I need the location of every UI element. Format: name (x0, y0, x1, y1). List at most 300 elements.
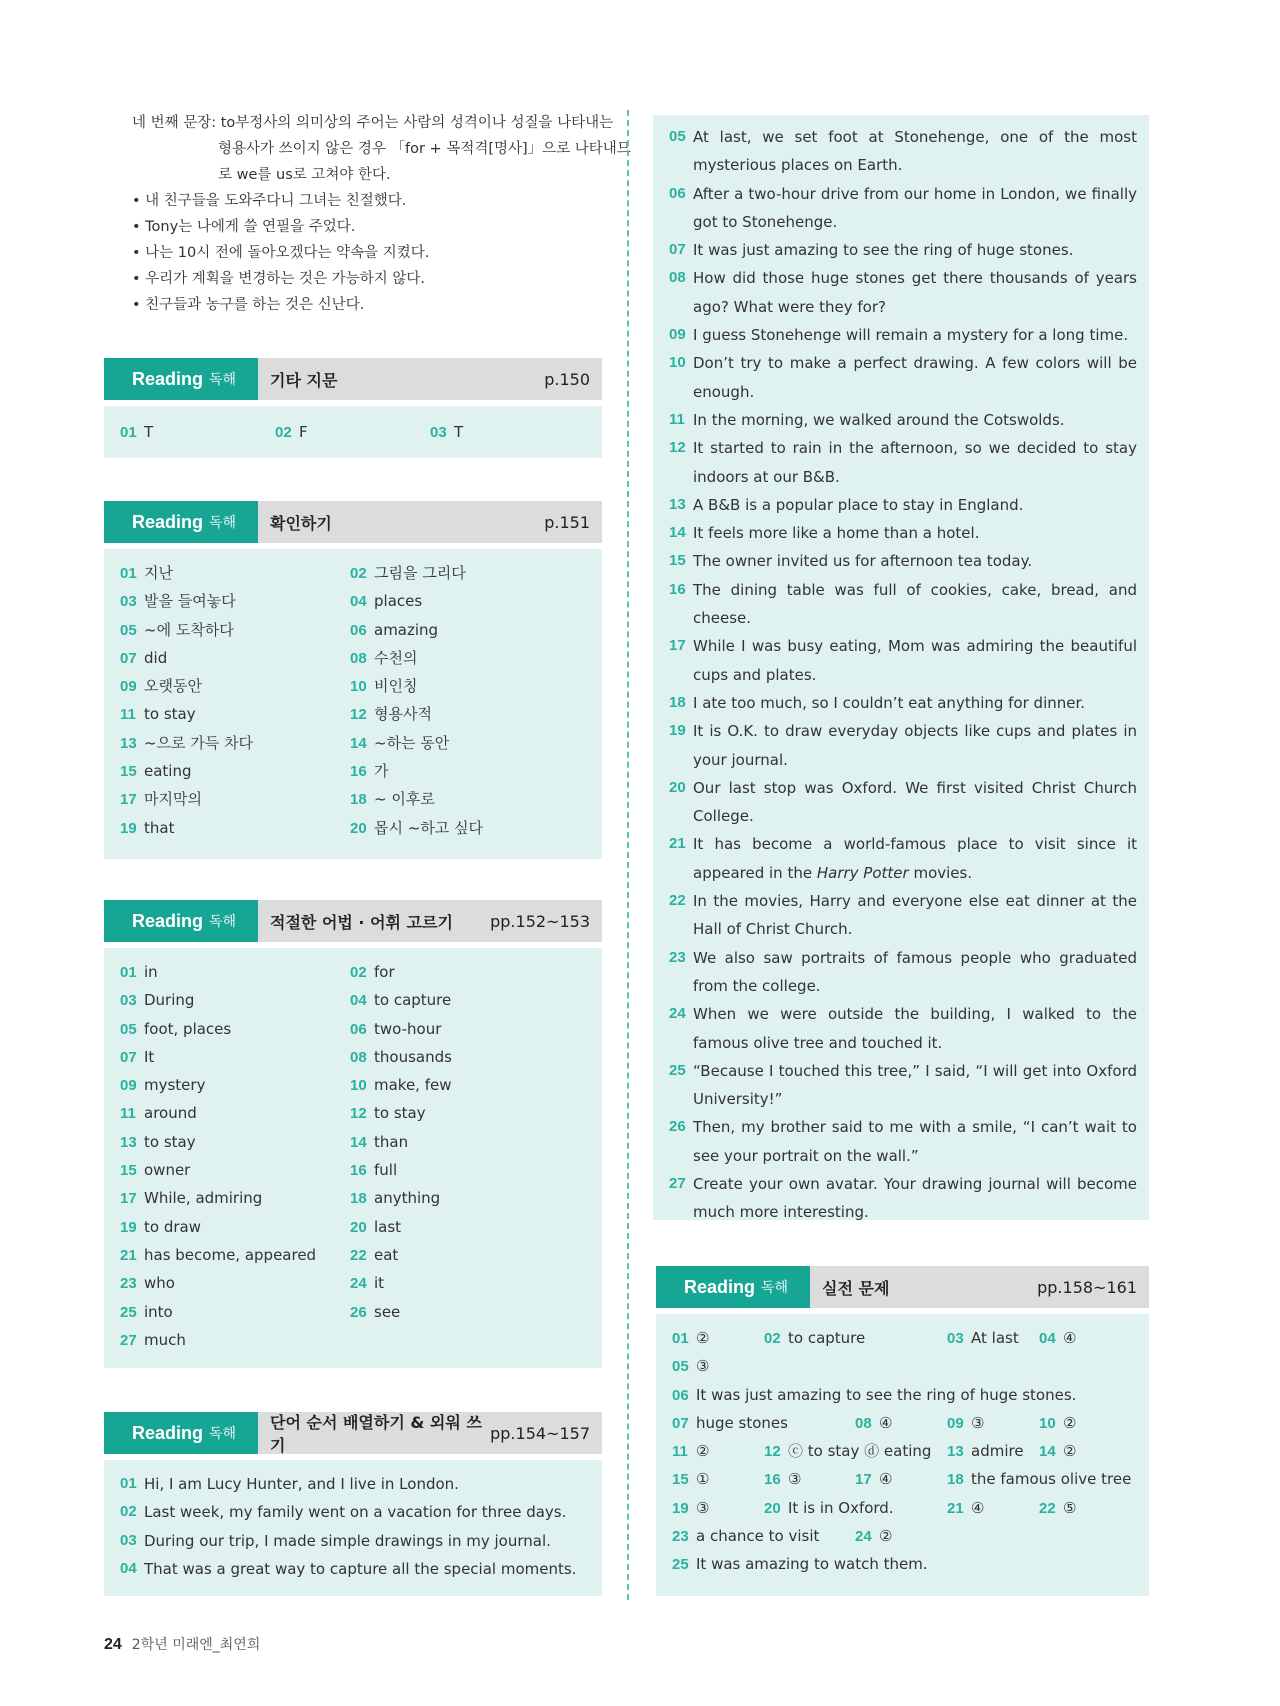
item-text: 가 (374, 762, 389, 781)
item-text: mystery (144, 1076, 206, 1095)
item-text: around (144, 1104, 197, 1123)
answer-item (350, 757, 580, 785)
item-number: 01 (672, 1330, 689, 1347)
item-number: 25 (120, 1303, 137, 1321)
answer-row (672, 1324, 1149, 1352)
item-text: While, admiring (144, 1189, 263, 1208)
item-text: F (299, 423, 308, 441)
answer-item (120, 1099, 350, 1127)
item-number: 19 (120, 819, 137, 837)
item-text: admire (971, 1442, 1024, 1461)
item-number: 16 (350, 763, 367, 781)
item-number: 07 (120, 1048, 137, 1066)
item-text: who (144, 1274, 175, 1293)
section-title: 확인하기 (270, 513, 332, 533)
answer-item (855, 1522, 892, 1551)
item-text (693, 519, 1137, 547)
item-number: 06 (669, 184, 686, 202)
sentence-item (669, 519, 1137, 547)
sentence-item (120, 1527, 588, 1555)
item-text-part: Our last stop was Oxford. We first visited Christ Church College. (693, 778, 1137, 826)
item-text: ④ (879, 1413, 893, 1432)
answer-item (120, 1269, 350, 1297)
item-number: 10 (1039, 1414, 1056, 1432)
answer-item (350, 700, 580, 728)
item-number: 17 (120, 1190, 137, 1208)
sentence-item (669, 944, 1137, 1001)
item-number: 15 (120, 1162, 137, 1180)
answer-item (120, 1326, 350, 1354)
item-text (693, 434, 1137, 491)
page-ref: pp.158~161 (1037, 1277, 1137, 1297)
item-text: ~으로 가득 차다 (144, 733, 254, 752)
answer-row (672, 1437, 1149, 1465)
item-text: ④ (971, 1498, 985, 1517)
answer-row (672, 1352, 1149, 1380)
answer-item (1039, 1324, 1076, 1353)
answer-item (120, 986, 350, 1014)
item-number: 25 (669, 1061, 686, 1079)
reading-tag (104, 501, 258, 543)
item-number: 25 (672, 1556, 689, 1574)
reading-tag (104, 1412, 258, 1454)
item-text: ③ (971, 1413, 985, 1432)
answer-item (350, 1128, 580, 1156)
item-text: ② (696, 1442, 710, 1461)
intro-bullet: • Tony는 나에게 쓸 연필을 주었다. (132, 219, 356, 235)
item-text: During (144, 991, 195, 1010)
item-number: 13 (120, 1133, 137, 1151)
item-text (693, 264, 1137, 321)
answer-item (350, 587, 580, 615)
answer-item (672, 1437, 709, 1466)
item-text (693, 180, 1137, 237)
item-number: 01 (120, 424, 137, 441)
reading-tag (104, 358, 258, 400)
section-title: 기타 지문 (270, 370, 338, 390)
item-text: thousands (374, 1047, 452, 1066)
item-text: 오랫동안 (144, 677, 202, 696)
item-text: At last (971, 1329, 1019, 1347)
item-number: 02 (350, 565, 367, 582)
item-number: 26 (350, 1303, 367, 1321)
section-title: 단어 순서 배열하기 & 외워 쓰기 (270, 1413, 482, 1455)
sentence-item (120, 1470, 588, 1498)
intro-bullet: • 친구들과 농구를 하는 것은 신난다. (132, 297, 365, 313)
item-text-part: It has become a world-famous place to visit since it appeared in the (693, 835, 1137, 882)
item-number: 13 (120, 734, 137, 752)
answer-item (350, 1156, 580, 1184)
item-number: 05 (120, 1020, 137, 1038)
answer-item (120, 814, 350, 842)
item-text: 형용사적 (374, 705, 432, 724)
intro-text (132, 110, 631, 318)
answer-item (350, 1269, 580, 1297)
item-text: full (374, 1161, 398, 1180)
item-text-part: How did those huge stones get there thousands of years ago? What were they for? (693, 269, 1137, 316)
item-number: 11 (669, 410, 685, 428)
answer-item (764, 1465, 801, 1494)
item-text-part: It is O.K. to draw everyday objects like cups and plates in your journal. (693, 722, 1137, 769)
item-text-part: A B&B is a popular place to stay in England. (693, 495, 1024, 514)
answer-item (120, 729, 350, 757)
item-number: 07 (672, 1414, 689, 1432)
reading-label: Reading (132, 910, 204, 931)
item-number: 18 (947, 1471, 964, 1489)
item-text-part: In the movies, Harry and everyone else eat dinner at the Hall of Christ Church. (693, 892, 1137, 939)
item-number: 17 (669, 637, 686, 655)
item-text (693, 576, 1137, 633)
item-text-part: While I was busy eating, Mom was admiring the beautiful cups and plates. (693, 637, 1137, 684)
section-header (104, 900, 602, 942)
sentence-item (669, 774, 1137, 831)
answer-item (672, 1381, 1076, 1410)
item-text (693, 547, 1137, 575)
item-number: 08 (350, 649, 367, 667)
item-text: the famous olive tree (971, 1470, 1132, 1489)
answer-item (350, 729, 580, 757)
sentence-item (669, 717, 1137, 774)
item-number: 02 (350, 964, 367, 981)
item-text-part: I guess Stonehenge will remain a mystery for a long time. (693, 326, 1129, 345)
answer-item (855, 1465, 892, 1494)
answer-item (1039, 1409, 1076, 1438)
answer-item (350, 958, 580, 986)
item-number: 12 (350, 706, 367, 724)
section-title-bar (258, 501, 602, 543)
item-number: 04 (120, 1559, 137, 1577)
item-number: 12 (669, 439, 686, 457)
answer-row (672, 1494, 1149, 1522)
item-text: It is in Oxford. (788, 1498, 894, 1517)
section-title-bar (258, 358, 602, 400)
answer-item (672, 1522, 819, 1551)
item-text: into (144, 1302, 173, 1321)
item-number: 03 (120, 992, 137, 1010)
item-number: 18 (350, 1190, 367, 1208)
sentence-item (669, 1000, 1137, 1057)
answer-row (672, 1522, 1149, 1550)
item-text (693, 1170, 1137, 1227)
answer-item (120, 1071, 350, 1099)
item-number: 04 (350, 992, 367, 1010)
item-text: ④ (879, 1470, 893, 1489)
sentence-item (120, 1498, 588, 1526)
reading-ko-label: 독해 (209, 514, 237, 530)
answer-item (120, 644, 350, 672)
reading-ko-label: 독해 (209, 1425, 237, 1441)
item-text (693, 774, 1137, 831)
sentence-list (104, 1460, 602, 1596)
answer-item (672, 1324, 709, 1353)
item-number: 06 (350, 1020, 367, 1038)
item-text: huge stones (696, 1413, 788, 1432)
item-text: to stay (144, 1132, 196, 1151)
item-number: 11 (120, 1105, 136, 1123)
answer-item (672, 1465, 709, 1494)
item-text: anything (374, 1189, 441, 1208)
item-text-part: I ate too much, so I couldn’t eat anything for dinner. (693, 693, 1086, 712)
item-number: 20 (350, 1218, 367, 1236)
item-text (693, 1057, 1137, 1114)
answer-item (430, 418, 585, 447)
answer-row (672, 1550, 1149, 1578)
sentence-item (669, 236, 1137, 264)
column-divider (627, 110, 629, 1600)
item-number: 09 (120, 678, 137, 696)
item-number: 21 (669, 835, 686, 853)
item-text: ⑤ (1063, 1498, 1077, 1517)
item-text: It (144, 1047, 155, 1066)
answer-item (120, 418, 275, 447)
item-text: ② (696, 1329, 710, 1347)
movie-title: Harry Potter (816, 863, 909, 882)
item-text: It was amazing to watch them. (696, 1555, 928, 1574)
item-text: than (374, 1132, 409, 1151)
item-number: 01 (120, 964, 137, 981)
answer-item (120, 1128, 350, 1156)
item-number: 14 (1039, 1443, 1056, 1461)
sentence-item (669, 1170, 1137, 1227)
sentence-item (669, 434, 1137, 491)
page-ref: p.151 (544, 512, 590, 532)
item-number: 08 (669, 269, 686, 287)
section-header (656, 1266, 1149, 1308)
item-number: 05 (120, 621, 137, 639)
item-text: a chance to visit (696, 1527, 820, 1546)
answer-item (120, 559, 350, 587)
item-text (693, 1000, 1137, 1057)
item-text-part: In the morning, we walked around the Cotswolds. (693, 410, 1065, 429)
item-number: 22 (350, 1246, 367, 1264)
answer-item (350, 616, 580, 644)
item-number: 15 (672, 1471, 689, 1489)
answer-item (120, 616, 350, 644)
item-text: That was a great way to capture all the special moments. (144, 1559, 577, 1578)
reading-label: Reading (684, 1276, 756, 1297)
intro-line: 형용사가 쓰이지 않은 경우 「for + 목적격[명사]」으로 나타내므 (218, 141, 631, 157)
sentence-item (669, 491, 1137, 519)
answer-grid (120, 958, 602, 1354)
answer-item (275, 418, 430, 447)
answer-box (104, 406, 602, 458)
item-number: 27 (669, 1174, 686, 1192)
answer-item (120, 1298, 350, 1326)
section-title: 실전 문제 (822, 1278, 890, 1298)
page-ref: p.150 (544, 369, 590, 389)
item-text: Hi, I am Lucy Hunter, and I live in London. (144, 1475, 459, 1493)
item-number: 14 (350, 1133, 367, 1151)
item-number: 10 (669, 354, 686, 372)
item-text: T (454, 423, 464, 441)
answer-item (350, 672, 580, 700)
sentence-item (669, 264, 1137, 321)
item-text: ~하는 동안 (374, 733, 450, 752)
reading-ko-label: 독해 (761, 1279, 789, 1295)
page-ref: pp.154~157 (490, 1423, 590, 1443)
sentence-item (669, 830, 1137, 887)
answer-item (120, 1015, 350, 1043)
item-number: 19 (669, 722, 686, 740)
item-number: 09 (669, 326, 686, 344)
item-number: 24 (669, 1005, 686, 1023)
item-number: 17 (855, 1471, 872, 1489)
item-number: 27 (120, 1331, 137, 1349)
item-number: 19 (120, 1218, 137, 1236)
section-header (104, 501, 602, 543)
item-text: see (374, 1302, 401, 1321)
item-number: 13 (947, 1443, 964, 1461)
answer-item (350, 644, 580, 672)
answer-item (350, 1099, 580, 1127)
item-text (693, 406, 1137, 434)
item-text: 수천의 (374, 648, 418, 667)
item-number: 07 (120, 649, 137, 667)
reading-ko-label: 독해 (209, 913, 237, 929)
intro-bullet: • 나는 10시 전에 돌아오겠다는 약속을 지켰다. (132, 245, 430, 261)
page-ref: pp.152~153 (490, 911, 590, 931)
answer-item (350, 785, 580, 813)
answer-item (947, 1409, 984, 1438)
item-text: last (374, 1217, 402, 1236)
reading-label: Reading (132, 511, 204, 532)
answer-item (350, 814, 580, 842)
item-number: 05 (669, 128, 686, 145)
section-header (104, 358, 602, 400)
item-text-part: Create your own avatar. Your drawing journal will become much more interesting. (693, 1174, 1137, 1222)
item-text: to stay (374, 1104, 426, 1123)
item-number: 07 (669, 241, 686, 259)
item-text: T (144, 423, 154, 441)
answer-item (120, 700, 350, 728)
item-text-part: movies. (908, 863, 973, 882)
item-text (693, 632, 1137, 689)
item-text (693, 349, 1137, 406)
answer-item (350, 1071, 580, 1099)
item-number: 11 (672, 1443, 688, 1461)
item-number: 20 (350, 819, 367, 837)
item-text: to capture (788, 1329, 866, 1347)
item-number: 16 (350, 1162, 367, 1180)
answer-item (672, 1550, 928, 1579)
item-text-part: After a two-hour drive from our home in London, we finally got to Stonehenge. (693, 184, 1137, 231)
answer-box (656, 1314, 1149, 1596)
item-number: 02 (764, 1330, 781, 1347)
item-text: ⓒ to stay ⓓ eating (788, 1442, 932, 1461)
sentence-item (669, 1057, 1137, 1114)
item-text-part: “Because I touched this tree,” I said, “I will get into Oxford University!” (693, 1061, 1137, 1109)
item-number: 16 (764, 1471, 781, 1489)
item-text: ① (696, 1470, 710, 1489)
item-text (693, 123, 1137, 180)
item-text: ② (1063, 1442, 1077, 1461)
answer-grid (120, 559, 602, 842)
item-text (693, 717, 1137, 774)
answer-item (120, 958, 350, 986)
sentence-item (120, 1555, 588, 1583)
item-text: 몹시 ~하고 싶다 (374, 818, 484, 837)
item-text: for (374, 963, 395, 981)
answer-item (120, 587, 350, 615)
item-number: 03 (430, 424, 447, 441)
item-text: two-hour (374, 1019, 442, 1038)
item-text (693, 689, 1137, 717)
item-text-part: It feels more like a home than a hotel. (693, 524, 980, 543)
item-text: During our trip, I made simple drawings in my journal. (144, 1531, 551, 1550)
item-text: eating (144, 762, 192, 781)
item-text: It was just amazing to see the ring of huge stones. (696, 1385, 1077, 1404)
item-number: 21 (120, 1246, 137, 1264)
item-text: ② (1063, 1413, 1077, 1432)
item-number: 14 (669, 524, 686, 542)
answer-item (120, 1184, 350, 1212)
item-number: 11 (120, 706, 136, 724)
answer-item (764, 1437, 931, 1466)
item-number: 14 (350, 734, 367, 752)
sentence-item (669, 123, 1137, 180)
item-number: 23 (120, 1275, 137, 1293)
item-number: 20 (764, 1499, 781, 1517)
answer-item (120, 1241, 350, 1269)
item-text: 마지막의 (144, 790, 202, 809)
item-text: ③ (788, 1470, 802, 1489)
reading-label: Reading (132, 1422, 204, 1443)
item-text: owner (144, 1161, 191, 1180)
answer-item (855, 1409, 892, 1438)
item-number: 01 (120, 1475, 137, 1492)
answer-item (672, 1494, 709, 1523)
item-text: ④ (1063, 1329, 1077, 1347)
item-number: 15 (669, 552, 686, 570)
item-number: 03 (120, 593, 137, 611)
item-number: 13 (669, 495, 686, 513)
sentence-item (669, 547, 1137, 575)
item-text-part: We also saw portraits of famous people who graduated from the college. (693, 948, 1137, 995)
item-text: 발을 들여놓다 (144, 592, 236, 611)
section-title: 적절한 어법 · 어휘 고르기 (270, 912, 453, 932)
item-text (693, 236, 1137, 264)
section-title-bar (258, 1412, 602, 1454)
section-title-bar (810, 1266, 1149, 1308)
item-text: places (374, 592, 423, 611)
page-number: 24 (104, 1636, 122, 1653)
item-number: 22 (669, 892, 686, 910)
item-text: 지난 (144, 564, 173, 582)
item-text-part: At last, we set foot at Stonehenge, one of the most mysterious places on Earth. (693, 128, 1137, 175)
item-number: 10 (350, 1077, 367, 1095)
reading-label: Reading (132, 368, 204, 389)
answer-item (350, 1298, 580, 1326)
item-number: 02 (275, 424, 292, 441)
item-number: 15 (120, 763, 137, 781)
answer-item (947, 1437, 1024, 1466)
item-text: ② (879, 1527, 893, 1546)
intro-bullet: • 우리가 계획을 변경하는 것은 가능하지 않다. (132, 271, 425, 287)
item-text: to draw (144, 1217, 201, 1236)
item-number: 26 (669, 1118, 686, 1136)
sentence-list-continued (653, 115, 1149, 1220)
page-footer (104, 1634, 260, 1654)
section-title-bar (258, 900, 602, 942)
item-number: 21 (947, 1499, 964, 1517)
answer-item (120, 1043, 350, 1071)
sentence-item (669, 406, 1137, 434)
item-number: 12 (764, 1443, 781, 1461)
sentence-item (669, 321, 1137, 349)
reading-tag (104, 900, 258, 942)
item-number: 24 (350, 1275, 367, 1293)
item-number: 09 (120, 1077, 137, 1095)
